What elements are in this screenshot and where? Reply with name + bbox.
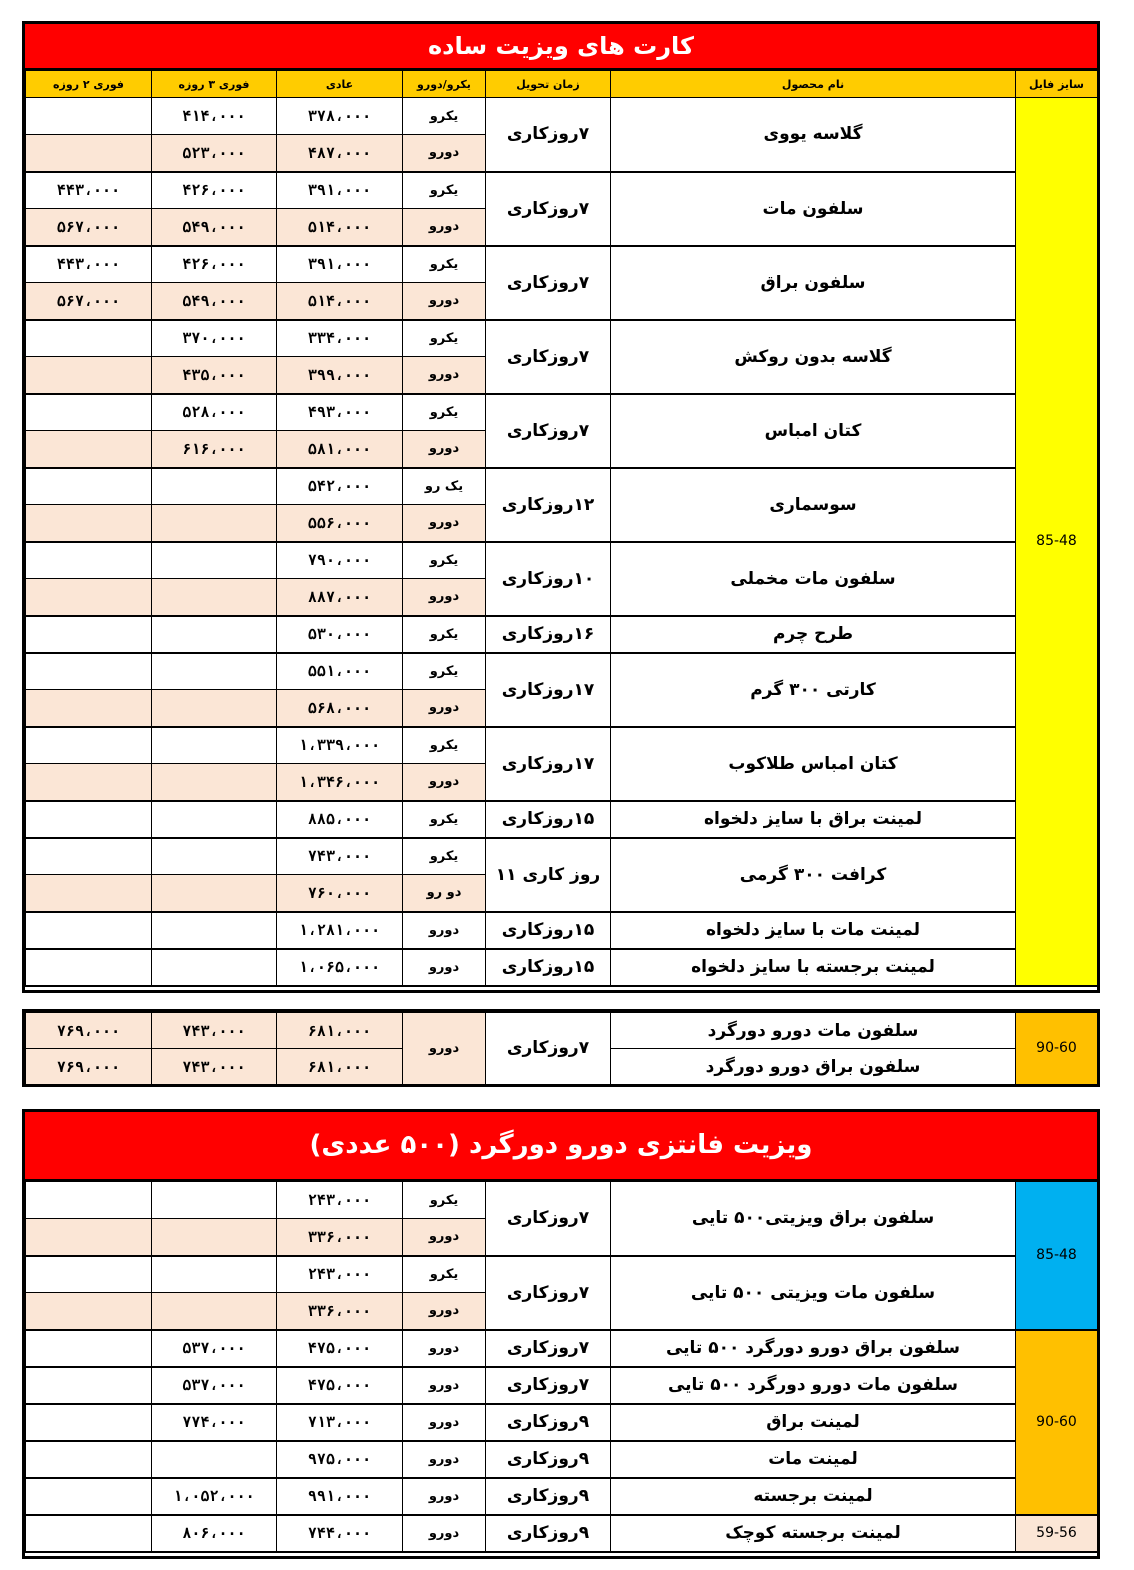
price-normal: ۹۹۱،۰۰۰: [277, 1478, 403, 1515]
section-title: ویزیت فانتزی دورو دورگرد (۵۰۰ عددی): [25, 1112, 1097, 1181]
price-urgent3: ۵۴۹،۰۰۰: [152, 209, 277, 246]
price-normal: ۲۴۳،۰۰۰: [277, 1182, 403, 1219]
product-name: سلفون مات مخملی: [611, 542, 1016, 616]
price-normal: ۳۹۱،۰۰۰: [277, 246, 403, 283]
price-normal: ۷۶۰،۰۰۰: [277, 875, 403, 912]
price-urgent3: [152, 801, 277, 838]
price-normal: ۶۸۱،۰۰۰: [277, 1013, 403, 1049]
header-row: [26, 71, 1098, 98]
plain-cards-body: [26, 98, 1098, 986]
sides-cell: یکرو: [403, 542, 486, 579]
price-urgent2: ۵۶۷،۰۰۰: [26, 209, 152, 246]
price-urgent3: ۵۲۸،۰۰۰: [152, 394, 277, 431]
price-urgent2: [26, 135, 152, 172]
size-cell: 90-60: [1016, 1330, 1098, 1515]
price-urgent3: ۸۰۶،۰۰۰: [152, 1515, 277, 1552]
header-normal: عادی: [277, 71, 403, 98]
fancy-cards-body: [26, 1182, 1098, 1552]
table-row: [26, 542, 1098, 579]
product-name: کارتی ۳۰۰ گرم: [611, 653, 1016, 727]
delivery-time: ۱۵روزکاری: [486, 801, 611, 838]
sides-cell: دورو: [403, 209, 486, 246]
table-row: [26, 1515, 1098, 1552]
product-name: گلاسه یووی: [611, 98, 1016, 172]
price-urgent3: ۴۱۴،۰۰۰: [152, 98, 277, 135]
price-urgent2: [26, 579, 152, 616]
sides-cell: یکرو: [403, 1256, 486, 1293]
price-urgent2: [26, 653, 152, 690]
delivery-time: روز کاری ۱۱: [486, 838, 611, 912]
product-name: سلفون براق دورو دورگرد: [611, 1049, 1016, 1085]
delivery-time: ۷روزکاری: [486, 1330, 611, 1367]
price-normal: ۷۴۳،۰۰۰: [277, 838, 403, 875]
fancy-cards-table: [25, 1181, 1098, 1553]
price-urgent2: [26, 690, 152, 727]
price-urgent2: [26, 1404, 152, 1441]
table-row: [26, 172, 1098, 209]
product-name: لمینت برجسته با سایز دلخواه: [611, 949, 1016, 986]
price-normal: ۱،۲۸۱،۰۰۰: [277, 912, 403, 949]
table-row: [26, 1182, 1098, 1219]
delivery-time: ۷روزکاری: [486, 1013, 611, 1085]
header-urgent3: فوری ۳ روزه: [152, 71, 277, 98]
table-row: [26, 1330, 1098, 1367]
price-normal: ۷۱۳،۰۰۰: [277, 1404, 403, 1441]
price-urgent3: [152, 505, 277, 542]
price-urgent3: ۴۲۶،۰۰۰: [152, 172, 277, 209]
price-urgent3: [152, 1256, 277, 1293]
delivery-time: ۷روزکاری: [486, 1367, 611, 1404]
price-urgent3: ۳۷۰،۰۰۰: [152, 320, 277, 357]
sides-cell: دورو: [403, 1367, 486, 1404]
sides-cell: دورو: [403, 135, 486, 172]
price-urgent3: ۷۴۳،۰۰۰: [152, 1049, 277, 1085]
price-urgent3: [152, 875, 277, 912]
product-name: لمینت براق با سایز دلخواه: [611, 801, 1016, 838]
table-row: [26, 1256, 1098, 1293]
price-urgent3: ۵۳۷،۰۰۰: [152, 1330, 277, 1367]
sides-cell: دورو: [403, 579, 486, 616]
sides-cell: یکرو: [403, 172, 486, 209]
price-urgent2: [26, 1293, 152, 1330]
size-cell: 85-48: [1016, 1182, 1098, 1330]
price-urgent2: ۷۶۹،۰۰۰: [26, 1013, 152, 1049]
sides-cell: یکرو: [403, 653, 486, 690]
price-urgent2: [26, 727, 152, 764]
price-normal: ۲۴۳،۰۰۰: [277, 1256, 403, 1293]
sides-cell: یکرو: [403, 320, 486, 357]
price-urgent2: ۴۴۳،۰۰۰: [26, 172, 152, 209]
price-urgent2: [26, 431, 152, 468]
sides-cell: دورو: [403, 1013, 486, 1085]
price-urgent2: [26, 1367, 152, 1404]
price-urgent2: [26, 875, 152, 912]
table-row: [26, 838, 1098, 875]
table-row: [26, 468, 1098, 505]
price-urgent2: [26, 320, 152, 357]
product-name: لمینت مات با سایز دلخواه: [611, 912, 1016, 949]
sides-cell: دورو: [403, 431, 486, 468]
plain-cards-section: [22, 21, 1100, 993]
round-corner-body: [26, 1013, 1098, 1085]
delivery-time: ۷روزکاری: [486, 394, 611, 468]
price-urgent2: [26, 616, 152, 653]
price-normal: ۵۴۲،۰۰۰: [277, 468, 403, 505]
sides-cell: دورو: [403, 283, 486, 320]
price-normal: ۴۷۵،۰۰۰: [277, 1367, 403, 1404]
price-urgent2: [26, 838, 152, 875]
price-urgent2: [26, 542, 152, 579]
sides-cell: دو رو: [403, 875, 486, 912]
price-urgent3: [152, 838, 277, 875]
price-normal: ۵۵۶،۰۰۰: [277, 505, 403, 542]
sides-cell: یکرو: [403, 727, 486, 764]
table-row: [26, 320, 1098, 357]
price-normal: ۴۸۷،۰۰۰: [277, 135, 403, 172]
sides-cell: دورو: [403, 505, 486, 542]
table-row: [26, 727, 1098, 764]
product-name: سلفون مات دورو دورگرد ۵۰۰ تایی: [611, 1367, 1016, 1404]
price-urgent2: [26, 505, 152, 542]
sides-cell: دورو: [403, 1515, 486, 1552]
price-urgent2: [26, 468, 152, 505]
table-row: [26, 1478, 1098, 1515]
product-name: گلاسه بدون روکش: [611, 320, 1016, 394]
sides-cell: یکرو: [403, 616, 486, 653]
table-row: [26, 616, 1098, 653]
product-name: سلفون براق: [611, 246, 1016, 320]
delivery-time: ۱۲روزکاری: [486, 468, 611, 542]
price-normal: ۸۸۵،۰۰۰: [277, 801, 403, 838]
price-normal: ۵۵۱،۰۰۰: [277, 653, 403, 690]
product-name: لمینت برجسته کوچک: [611, 1515, 1016, 1552]
size-cell: 59-56: [1016, 1515, 1098, 1552]
delivery-time: ۷روزکاری: [486, 1182, 611, 1256]
price-urgent3: ۵۳۷،۰۰۰: [152, 1367, 277, 1404]
delivery-time: ۱۷روزکاری: [486, 653, 611, 727]
price-urgent3: ۱،۰۵۲،۰۰۰: [152, 1478, 277, 1515]
sides-cell: یک رو: [403, 468, 486, 505]
price-normal: ۱،۳۳۹،۰۰۰: [277, 727, 403, 764]
sides-cell: دورو: [403, 1404, 486, 1441]
delivery-time: ۹روزکاری: [486, 1478, 611, 1515]
price-normal: ۹۷۵،۰۰۰: [277, 1441, 403, 1478]
price-normal: ۷۴۴،۰۰۰: [277, 1515, 403, 1552]
price-normal: ۵۱۴،۰۰۰: [277, 283, 403, 320]
price-urgent3: ۷۴۳،۰۰۰: [152, 1013, 277, 1049]
sides-cell: دورو: [403, 357, 486, 394]
price-normal: ۵۸۱،۰۰۰: [277, 431, 403, 468]
price-normal: ۳۹۱،۰۰۰: [277, 172, 403, 209]
product-name: سوسماری: [611, 468, 1016, 542]
price-normal: ۵۶۸،۰۰۰: [277, 690, 403, 727]
product-name: سلفون مات دورو دورگرد: [611, 1013, 1016, 1049]
price-urgent3: [152, 468, 277, 505]
delivery-time: ۷روزکاری: [486, 98, 611, 172]
product-name: لمینت براق: [611, 1404, 1016, 1441]
product-name: کرافت ۳۰۰ گرمی: [611, 838, 1016, 912]
sides-cell: یکرو: [403, 394, 486, 431]
price-normal: ۱،۳۴۶،۰۰۰: [277, 764, 403, 801]
size-cell: 85-48: [1016, 98, 1098, 986]
sides-cell: دورو: [403, 764, 486, 801]
round-corner-section: [22, 1009, 1100, 1087]
price-urgent2: [26, 764, 152, 801]
product-name: طرح چرم: [611, 616, 1016, 653]
table-row: [26, 1367, 1098, 1404]
sides-cell: یکرو: [403, 1182, 486, 1219]
price-urgent3: ۴۲۶،۰۰۰: [152, 246, 277, 283]
price-urgent2: [26, 1441, 152, 1478]
table-row: [26, 1441, 1098, 1478]
fancy-cards-section: [22, 1109, 1100, 1559]
price-urgent3: [152, 1219, 277, 1256]
sides-cell: دورو: [403, 1219, 486, 1256]
sides-cell: دورو: [403, 1293, 486, 1330]
price-urgent3: [152, 912, 277, 949]
table-row: [26, 653, 1098, 690]
price-urgent3: [152, 542, 277, 579]
price-urgent3: [152, 579, 277, 616]
price-urgent3: ۶۱۶،۰۰۰: [152, 431, 277, 468]
price-urgent2: [26, 357, 152, 394]
delivery-time: ۷روزکاری: [486, 320, 611, 394]
price-urgent3: [152, 1182, 277, 1219]
price-normal: ۳۹۹،۰۰۰: [277, 357, 403, 394]
delivery-time: ۱۵روزکاری: [486, 949, 611, 986]
round-corner-table: [25, 1012, 1098, 1086]
delivery-time: ۱۷روزکاری: [486, 727, 611, 801]
delivery-time: ۱۰روزکاری: [486, 542, 611, 616]
header-urgent2: فوری ۲ روزه: [26, 71, 152, 98]
delivery-time: ۱۵روزکاری: [486, 912, 611, 949]
sides-cell: دورو: [403, 949, 486, 986]
price-normal: ۱،۰۶۵،۰۰۰: [277, 949, 403, 986]
price-urgent2: [26, 949, 152, 986]
table-row: [26, 949, 1098, 986]
price-urgent2: [26, 394, 152, 431]
table-row: [26, 394, 1098, 431]
section-title: کارت های ویزیت ساده: [25, 24, 1097, 70]
price-urgent3: ۵۲۳،۰۰۰: [152, 135, 277, 172]
price-urgent3: ۷۷۴،۰۰۰: [152, 1404, 277, 1441]
price-urgent3: [152, 764, 277, 801]
product-name: سلفون براق ویزیتی۵۰۰ تایی: [611, 1182, 1016, 1256]
price-urgent2: [26, 801, 152, 838]
table-row: [26, 912, 1098, 949]
size-cell: 90-60: [1016, 1013, 1098, 1085]
price-urgent3: [152, 949, 277, 986]
delivery-time: ۷روزکاری: [486, 1256, 611, 1330]
sides-cell: دورو: [403, 912, 486, 949]
price-urgent2: [26, 1182, 152, 1219]
product-name: کتان امباس طلاکوب: [611, 727, 1016, 801]
header-size: سایز فایل: [1016, 71, 1098, 98]
price-normal: ۷۹۰،۰۰۰: [277, 542, 403, 579]
price-urgent3: [152, 727, 277, 764]
price-urgent2: [26, 1219, 152, 1256]
price-urgent2: ۵۶۷،۰۰۰: [26, 283, 152, 320]
price-normal: ۸۸۷،۰۰۰: [277, 579, 403, 616]
sides-cell: یکرو: [403, 838, 486, 875]
price-urgent3: ۴۳۵،۰۰۰: [152, 357, 277, 394]
sides-cell: دورو: [403, 1478, 486, 1515]
price-urgent2: [26, 1330, 152, 1367]
price-normal: ۶۸۱،۰۰۰: [277, 1049, 403, 1085]
sides-cell: یکرو: [403, 98, 486, 135]
table-row: [26, 246, 1098, 283]
price-normal: ۳۳۶،۰۰۰: [277, 1219, 403, 1256]
price-urgent2: [26, 1478, 152, 1515]
header-sides: یکرو/دورو: [403, 71, 486, 98]
delivery-time: ۹روزکاری: [486, 1515, 611, 1552]
price-normal: ۵۱۴،۰۰۰: [277, 209, 403, 246]
product-name: سلفون براق دورو دورگرد ۵۰۰ تایی: [611, 1330, 1016, 1367]
table-row: [26, 801, 1098, 838]
price-normal: ۴۹۳،۰۰۰: [277, 394, 403, 431]
product-name: لمینت برجسته: [611, 1478, 1016, 1515]
header-product: نام محصول: [611, 71, 1016, 98]
product-name: سلفون مات ویزیتی ۵۰۰ تایی: [611, 1256, 1016, 1330]
delivery-time: ۹روزکاری: [486, 1441, 611, 1478]
price-urgent3: [152, 653, 277, 690]
table-row: [26, 1404, 1098, 1441]
header-delivery: زمان تحویل: [486, 71, 611, 98]
price-urgent2: [26, 912, 152, 949]
delivery-time: ۱۶روزکاری: [486, 616, 611, 653]
product-name: سلفون مات: [611, 172, 1016, 246]
sides-cell: یکرو: [403, 801, 486, 838]
price-urgent3: [152, 616, 277, 653]
price-normal: ۵۳۰،۰۰۰: [277, 616, 403, 653]
price-normal: ۳۳۶،۰۰۰: [277, 1293, 403, 1330]
sides-cell: دورو: [403, 1441, 486, 1478]
delivery-time: ۹روزکاری: [486, 1404, 611, 1441]
price-urgent3: [152, 690, 277, 727]
price-normal: ۳۳۴،۰۰۰: [277, 320, 403, 357]
price-urgent3: [152, 1441, 277, 1478]
price-urgent2: [26, 1256, 152, 1293]
price-urgent2: [26, 1515, 152, 1552]
sides-cell: دورو: [403, 1330, 486, 1367]
price-urgent2: [26, 98, 152, 135]
sides-cell: دورو: [403, 690, 486, 727]
product-name: لمینت مات: [611, 1441, 1016, 1478]
price-urgent2: ۷۶۹،۰۰۰: [26, 1049, 152, 1085]
plain-cards-table: [25, 70, 1098, 987]
sides-cell: یکرو: [403, 246, 486, 283]
price-urgent2: ۴۴۳،۰۰۰: [26, 246, 152, 283]
delivery-time: ۷روزکاری: [486, 172, 611, 246]
table-row: [26, 98, 1098, 135]
delivery-time: ۷روزکاری: [486, 246, 611, 320]
price-normal: ۴۷۵،۰۰۰: [277, 1330, 403, 1367]
price-normal: ۳۷۸،۰۰۰: [277, 98, 403, 135]
price-urgent3: [152, 1293, 277, 1330]
table-row: [26, 1013, 1098, 1049]
product-name: کتان امباس: [611, 394, 1016, 468]
price-urgent3: ۵۴۹،۰۰۰: [152, 283, 277, 320]
